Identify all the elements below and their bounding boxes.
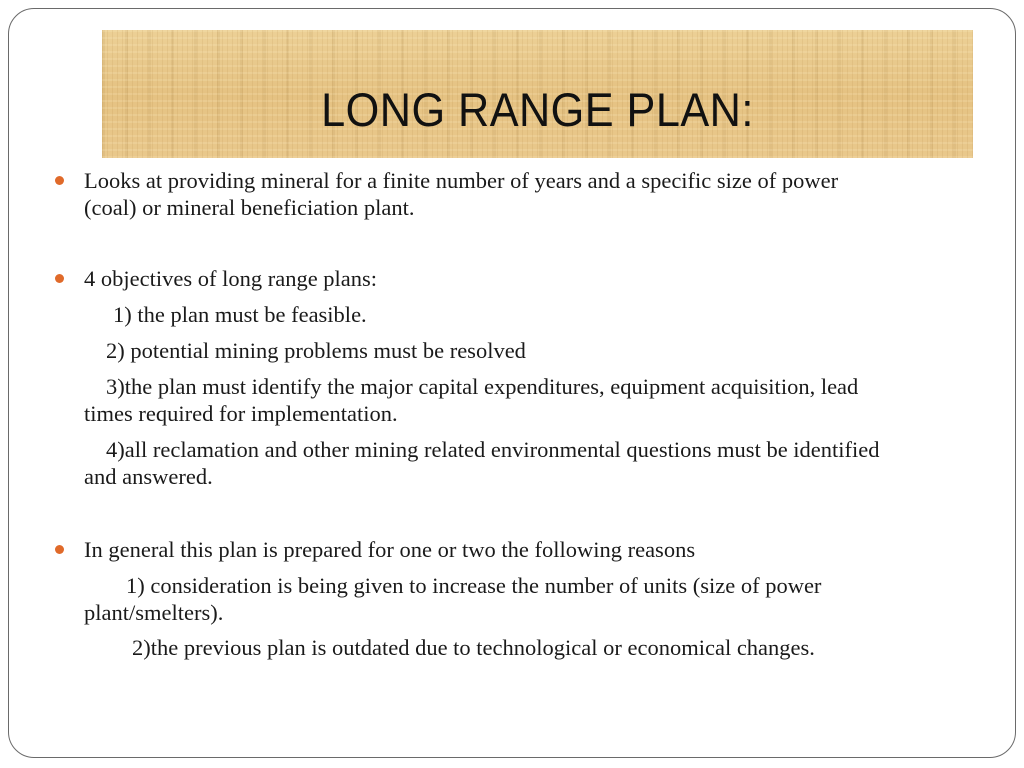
objective-2: 2) potential mining problems must be resolved <box>106 338 526 363</box>
objective-4-line-2: and answered. <box>84 464 213 489</box>
bullet-1-line-2: (coal) or mineral beneficiation plant. <box>84 195 415 220</box>
bullet-marker <box>55 545 64 554</box>
reason-1-line-1: 1) consideration is being given to increase the number of units (size of power <box>126 573 822 598</box>
objective-1: 1) the plan must be feasible. <box>113 302 367 327</box>
bullet-1-line-1: Looks at providing mineral for a finite number of years and a specific size of power <box>84 168 839 193</box>
bullet-3-line-1: In general this plan is prepared for one or two the following reasons <box>84 537 696 562</box>
reason-2: 2)the previous plan is outdated due to technological or economical changes. <box>132 635 815 660</box>
bullet-marker <box>55 176 64 185</box>
reason-1-line-2: plant/smelters). <box>84 600 224 625</box>
objective-3-line-2: times required for implementation. <box>84 401 398 426</box>
slide-title: LONG RANGE PLAN: <box>321 83 754 136</box>
bullet-2-line-1: 4 objectives of long range plans: <box>84 266 378 291</box>
objective-4-line-1: 4)all reclamation and other mining related environmental questions must be identified <box>106 437 880 462</box>
objective-3-line-1: 3)the plan must identify the major capital expenditures, equipment acquisition, lead <box>106 374 859 399</box>
bullet-marker <box>55 274 64 283</box>
